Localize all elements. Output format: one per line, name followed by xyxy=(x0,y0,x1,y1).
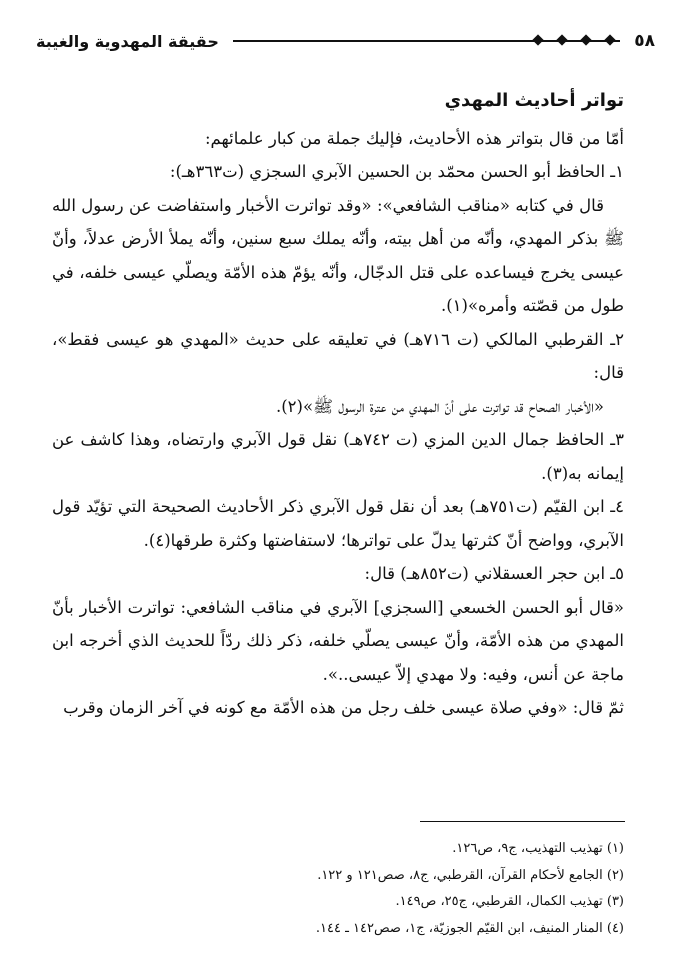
ornament-dot-icon xyxy=(581,34,592,45)
paragraph-item-1: ١ـ الحافظ أبو الحسن محمّد بن الحسين الآبري السجزي (ت٣٦٣هـ): xyxy=(169,162,624,181)
ornament-dot-icon xyxy=(605,34,616,45)
paragraph-item-2: ٢ـ القرطبي المالكي (ت ٧١٦هـ) في تعليقه على حديث «المهدي هو عيسى فقط»، قال: xyxy=(52,329,624,382)
ornament-dot-icon xyxy=(557,34,568,45)
paragraph-quote-1: قال في كتابه «مناقب الشافعي»: «وقد تواترت الأخبار واستفاضت عن رسول الله ﷺ بذكر المهدي، وأنّه من أهل بيته، وأنّه يملك سبع سنين، وأنّه يملأ الأرض عدلاً، وأنّ عيسى يخرج فيساعده على قتل الدجّال، وأنّه يؤمّ هذه الأمّة ويصلّي عيسى خلفه، في طول من قصّته وأمره»(١). xyxy=(52,195,624,315)
header-ornament-dots xyxy=(534,36,614,44)
paragraph-quote-5: «قال أبو الحسن الخسعي [السجزي] الآبري في مناقب الشافعي: تواترت الأخبار بأنّ المهدي من هذه الأمّة، وأنّ عيسى يصلّي خلفه، ذكر ذلك ردّاً للحديث الذي أخرجه ابن ماجة عن أنس، وفيه: ولا مهدي إلاّ عيسى..». xyxy=(52,597,624,684)
footnote-4: (٤) المنار المنيف، ابن القيّم الجوزيّة، ج١، صص١٤٢ ـ ١٤٤. xyxy=(315,920,624,936)
paragraph-item-3: ٣ـ الحافظ جمال الدين المزي (ت ٧٤٢هـ) نقل قول الآبري وارتضاه، وهذا كاشف عن إيمانه به(٣). xyxy=(52,430,624,483)
paragraph-quote-2: «الأخبار الصحاح قد تواترت على أنّ المهدي من عترة الرسول ﷺ»(٢). xyxy=(275,396,604,416)
footnote-separator xyxy=(420,821,625,822)
footnotes xyxy=(52,836,624,942)
main-text xyxy=(52,84,624,725)
running-header xyxy=(36,26,655,56)
section-title: تواتر أحاديث المهدي xyxy=(444,90,624,111)
paragraph-item-5: ٥ـ ابن حجر العسقلاني (ت٨٥٢هـ) قال: xyxy=(364,564,624,583)
paragraph-intro: أمّا من قال بتواتر هذه الأحاديث، فإليك جملة من كبار علمائهم: xyxy=(205,128,624,148)
page-number: ٥٨ xyxy=(634,31,655,51)
ornament-dot-icon xyxy=(533,34,544,45)
header-ornament-rule xyxy=(233,36,620,46)
footnote-2: (٢) الجامع لأحكام القرآن، القرطبي، ج٨، صص١٢١ و ١٢٢. xyxy=(317,867,624,883)
running-book-title: حقيقة المهدوية والغيبة xyxy=(36,31,219,51)
paragraph-item-4: ٤ـ ابن القيّم (ت٧٥١هـ) بعد أن نقل قول الآبري ذكر الأحاديث الصحيحة التي تؤيّد قول الآبري، وواضح أنّ كثرتها يدلّ على تواترها؛ لاستفاضتها وكثرة طرقها(٤). xyxy=(52,497,624,550)
footnote-1: (١) تهذيب التهذيب، ج٩، ص١٢٦. xyxy=(452,841,624,856)
footnote-3: (٣) تهذيب الكمال، القرطبي، ج٢٥، ص١٤٩. xyxy=(395,894,624,909)
paragraph-continuation: ثمّ قال: «وفي صلاة عيسى خلف رجل من هذه الأمّة مع كونه في آخر الزمان وقرب xyxy=(63,698,624,717)
